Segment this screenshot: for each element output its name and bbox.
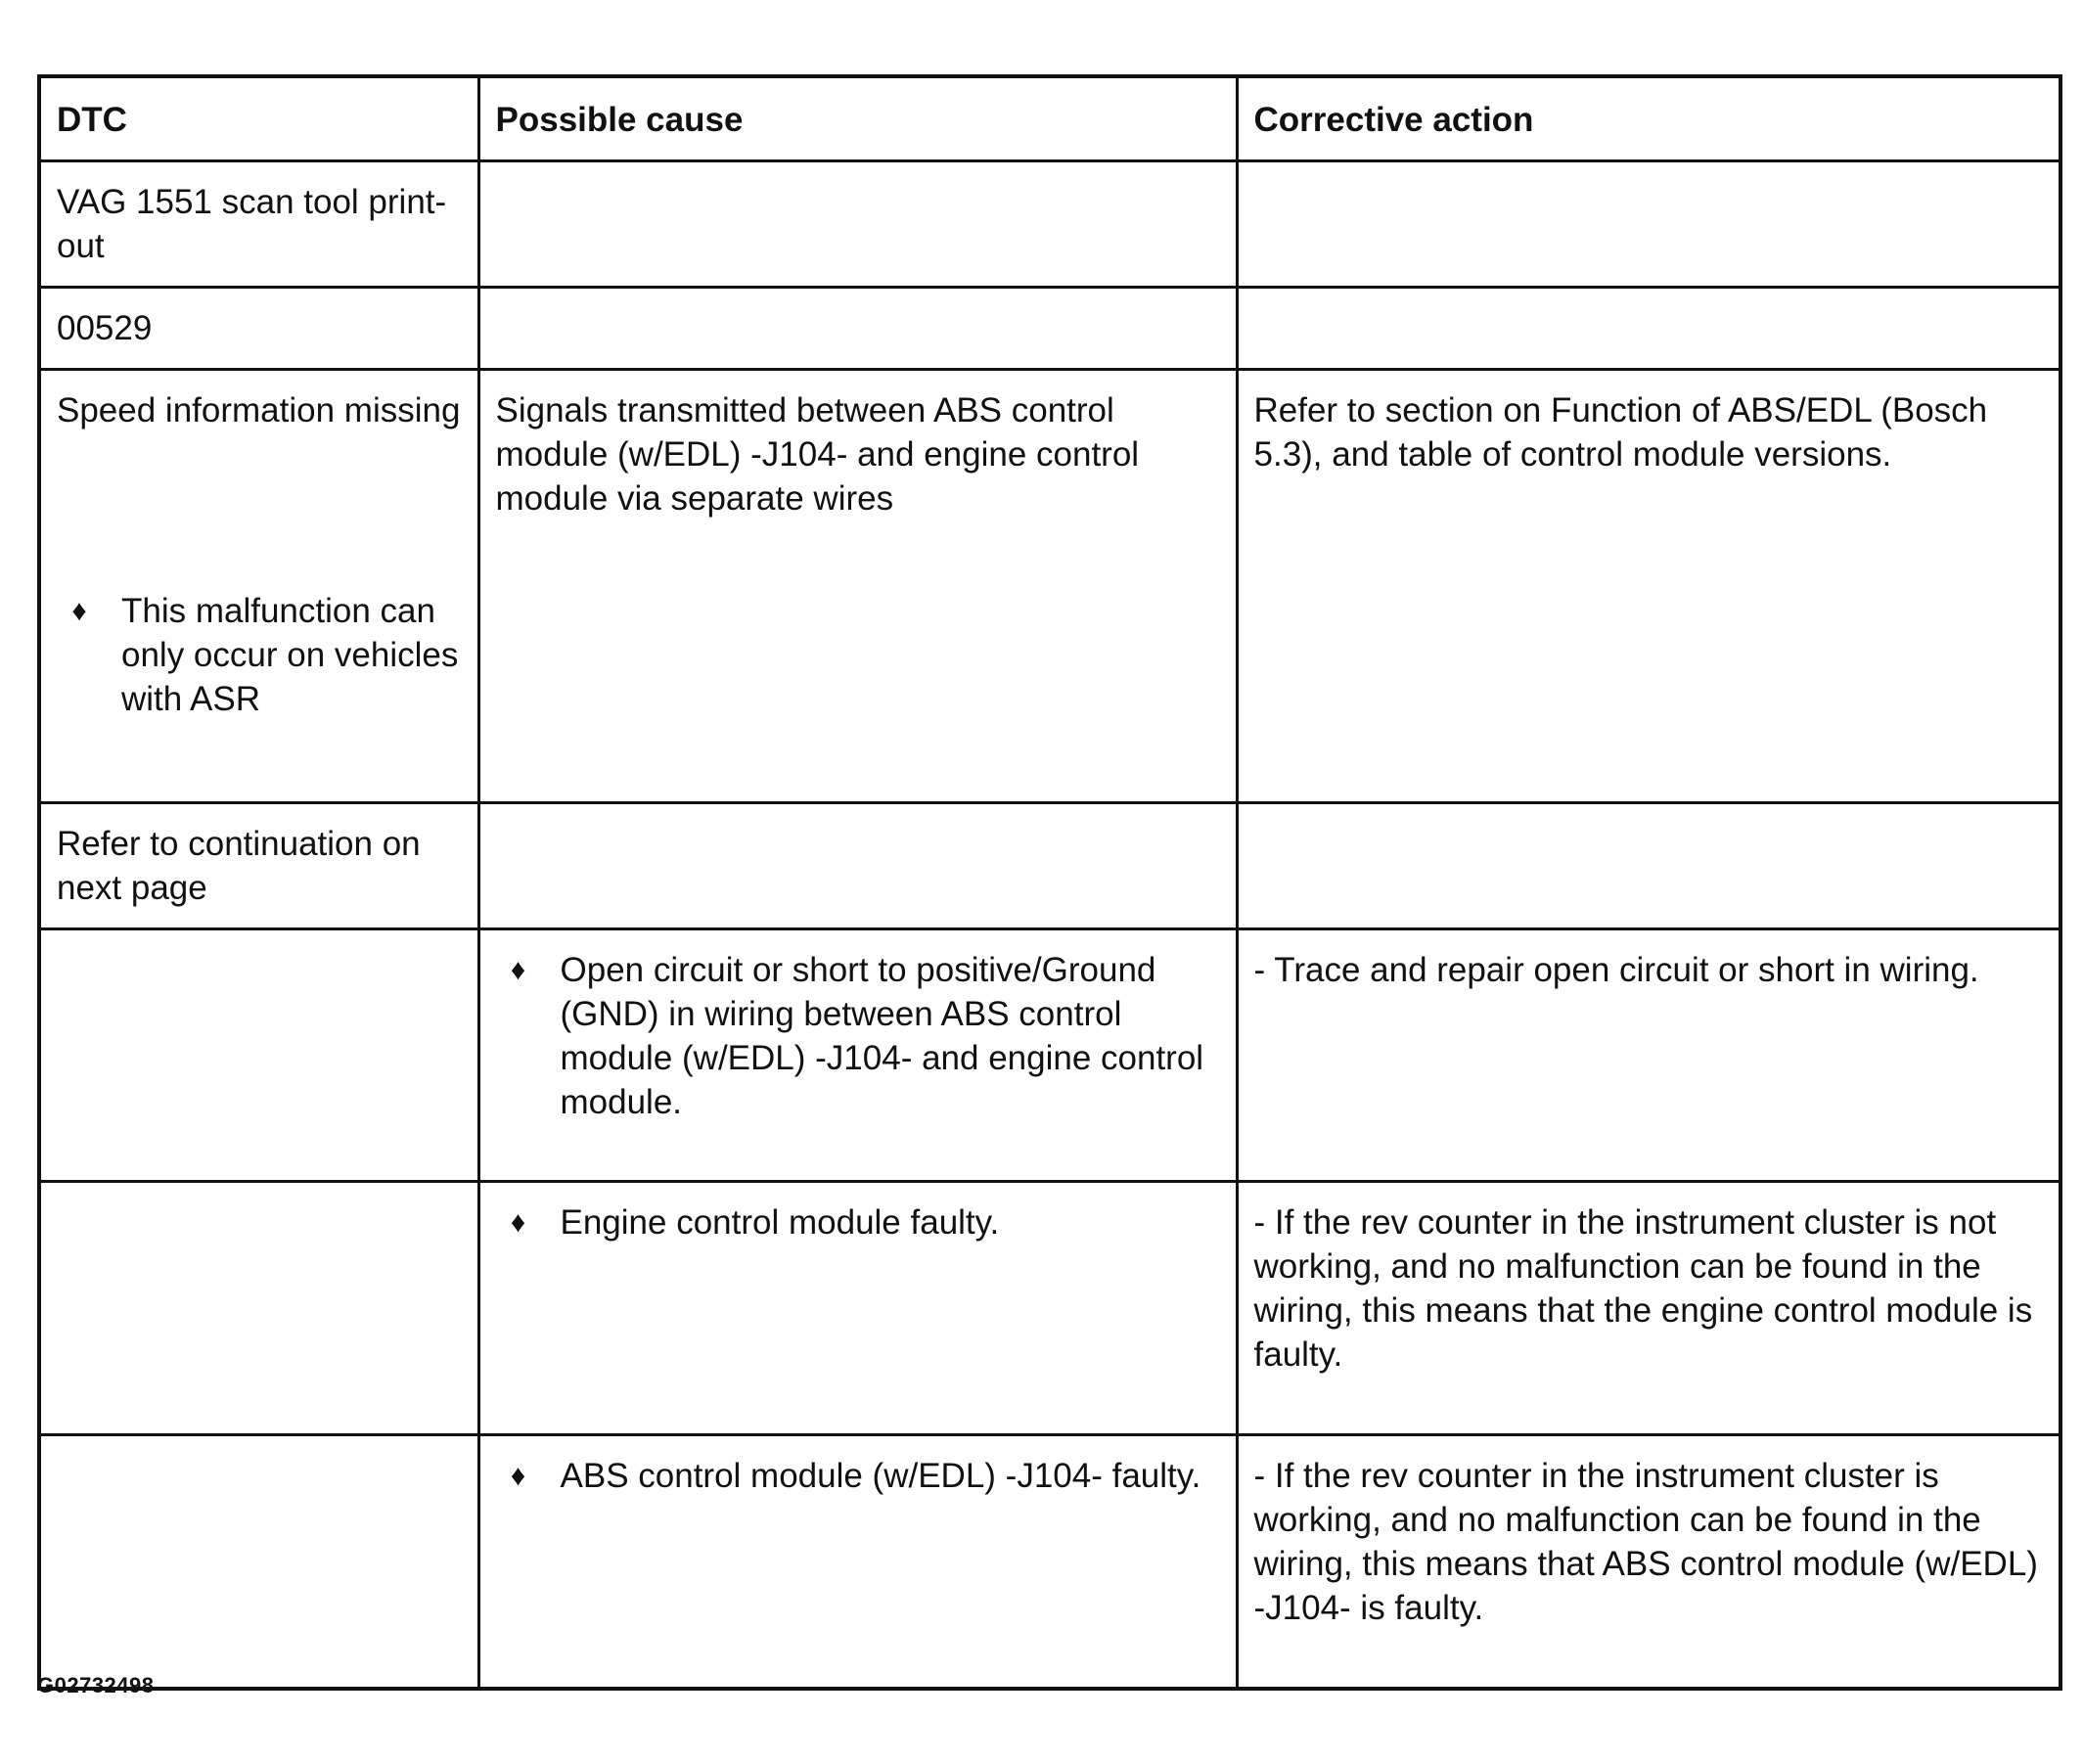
cause-text: Open circuit or short to positive/Ground (GND) in wiring between ABS control module (w/EDL) -J104- and engine control module. bbox=[560, 951, 1204, 1121]
table-row bbox=[39, 929, 2060, 1182]
table-row bbox=[39, 1182, 2060, 1435]
action-text: - Trace and repair open circuit or short in wiring. bbox=[1237, 929, 2060, 1182]
empty-cell bbox=[1237, 288, 2060, 370]
dtc-code: 00529 bbox=[39, 288, 478, 370]
main-action: Refer to section on Function of ABS/EDL (Bosch 5.3), and table of control module versions. bbox=[1237, 370, 2060, 803]
cause-text: Engine control module faulty. bbox=[560, 1203, 1000, 1242]
empty-cell bbox=[478, 288, 1237, 370]
dtc-note bbox=[57, 589, 462, 721]
table-row bbox=[39, 803, 2060, 929]
continuation-note: Refer to continuation on next page bbox=[39, 803, 478, 929]
dtc-note-text: This malfunction can only occur on vehicles with ASR bbox=[121, 592, 459, 718]
empty-cell bbox=[478, 803, 1237, 929]
table-row bbox=[39, 1435, 2060, 1689]
dtc-table bbox=[37, 74, 2062, 1691]
dtc-description: Speed information missing bbox=[57, 391, 461, 430]
header-possible-cause: Possible cause bbox=[478, 76, 1237, 161]
action-text: - If the rev counter in the instrument cluster is working, and no malfunction can be found in the wiring, this means that ABS control module (w/EDL) -J104- is faulty. bbox=[1237, 1435, 2060, 1689]
empty-cell bbox=[39, 929, 478, 1182]
main-cause: Signals transmitted between ABS control module (w/EDL) -J104- and engine control module via separate wires bbox=[478, 370, 1237, 803]
header-corrective-action: Corrective action bbox=[1237, 76, 2060, 161]
table-row bbox=[39, 161, 2060, 288]
empty-cell bbox=[39, 1182, 478, 1435]
cause-cell bbox=[478, 1182, 1237, 1435]
cause-text: ABS control module (w/EDL) -J104- faulty. bbox=[560, 1457, 1201, 1495]
header-row bbox=[39, 76, 2060, 161]
header-dtc: DTC bbox=[39, 76, 478, 161]
action-text: - If the rev counter in the instrument cluster is not working, and no malfunction can be found in the wiring, this means that the engine control module is faulty. bbox=[1237, 1182, 2060, 1435]
cause-cell bbox=[478, 929, 1237, 1182]
table-row bbox=[39, 370, 2060, 803]
scan-tool-label: VAG 1551 scan tool print-out bbox=[39, 161, 478, 288]
empty-cell bbox=[1237, 161, 2060, 288]
empty-cell bbox=[1237, 803, 2060, 929]
dtc-description-cell bbox=[39, 370, 478, 803]
diamond-bullet-icon: ♦ bbox=[510, 954, 526, 986]
diamond-bullet-icon: ♦ bbox=[510, 1206, 526, 1239]
table-row bbox=[39, 288, 2060, 370]
empty-cell bbox=[478, 161, 1237, 288]
diamond-bullet-icon: ♦ bbox=[71, 595, 87, 627]
figure-id: G02732498 bbox=[37, 1673, 155, 1697]
diamond-bullet-icon: ♦ bbox=[510, 1460, 526, 1492]
empty-cell bbox=[39, 1435, 478, 1689]
cause-cell bbox=[478, 1435, 1237, 1689]
